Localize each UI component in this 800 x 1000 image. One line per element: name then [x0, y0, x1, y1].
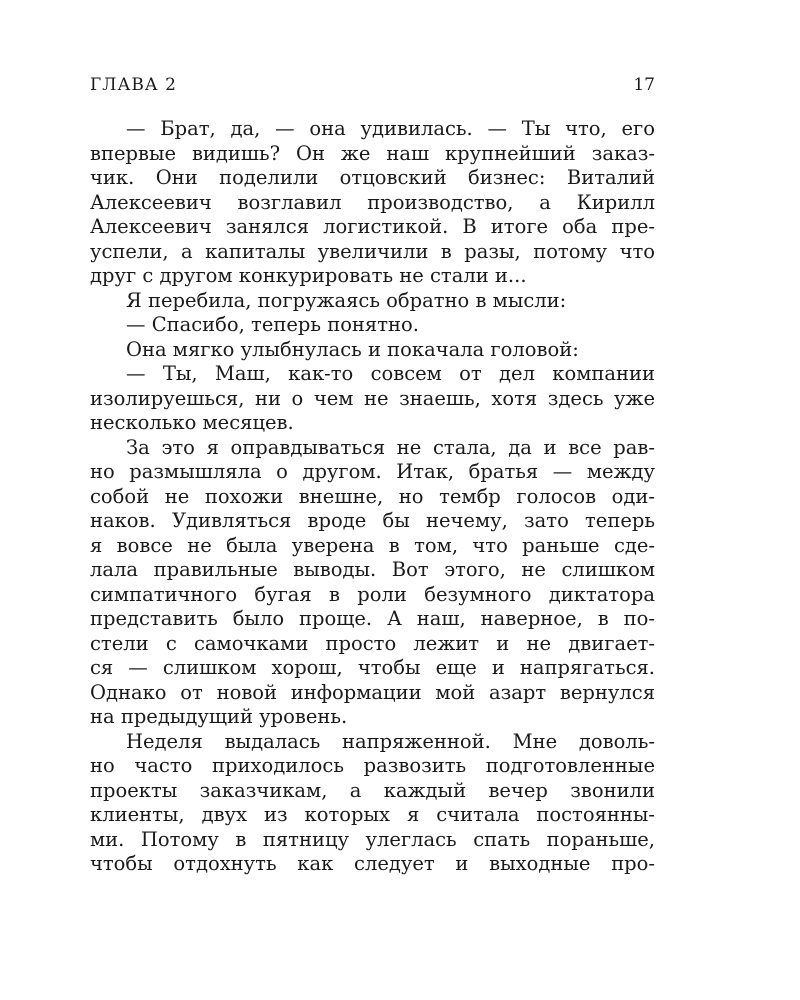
text-line: собой не похожи внешне, но тембр голосов оди-	[90, 484, 655, 508]
page-number: 17	[633, 75, 655, 95]
text-line: впервые видишь? Он же наш крупнейший заказ-	[90, 141, 655, 165]
text-line: симпатичного бугая в роли безумного диктатора	[90, 582, 655, 606]
text-line: Я перебила, погружаясь обратно в мысли:	[126, 288, 567, 312]
running-head	[90, 75, 655, 99]
text-line: ся — слишком хорош, чтобы еще и напрягаться.	[90, 656, 655, 679]
text-line: но размышляла о другом. Итак, братья — между	[90, 460, 655, 483]
text-line: но часто приходилось развозить подготовленные	[90, 754, 655, 777]
text-line: чтобы отдохнуть как следует и выходные про-	[90, 852, 655, 875]
text-line: изолируешься, ни о чем не знаешь, хотя здесь уже	[90, 386, 655, 410]
text-line: — Спасибо, теперь понятно.	[126, 313, 419, 336]
text-line: За это я оправдываться не стала, да и все рав-	[126, 435, 655, 459]
text-line: на предыдущий уровень.	[90, 705, 348, 728]
text-line: Неделя выдалась напряженной. Мне доволь-	[126, 729, 655, 753]
text-line: ми. Потому в пятницу улеглась спать пораньше,	[90, 827, 655, 851]
text-line: чик. Они поделили отцовский бизнес: Виталий	[90, 166, 655, 189]
text-line: Алексеевич занялся логистикой. В итоге оба пре-	[90, 215, 655, 238]
text-line: наков. Удивляться вроде бы нечему, зато теперь	[90, 509, 655, 532]
text-line: я вовсе не была уверена в том, что раньше сде-	[90, 533, 655, 557]
chapter-title: ГЛАВА 2	[90, 75, 177, 95]
text-line: клиенты, двух из которых я считала постоянны-	[90, 803, 655, 826]
text-line: представить было проще. А наш, наверное, в по-	[90, 607, 655, 630]
text-line: — Ты, Маш, как-то совсем от дел компании	[126, 362, 655, 385]
text-line: Однако от новой информации мой азарт вернулся	[90, 680, 655, 704]
text-line: несколько месяцев.	[90, 411, 294, 434]
text-line: проекты заказчикам, а каждый вечер звонили	[90, 778, 655, 802]
text-line: успели, а капиталы увеличили в разы, потому что	[90, 239, 655, 263]
text-line: стели с самочками просто лежит и не двигает-	[90, 631, 655, 655]
text-line: лала правильные выводы. Вот этого, не слишком	[90, 558, 655, 581]
text-line: Она мягко улыбнулась и покачала головой:	[126, 337, 579, 361]
text-line: — Брат, да, — она удивилась. — Ты что, его	[126, 117, 655, 140]
text-line: друг с другом конкурировать не стали и...	[90, 264, 527, 287]
text-line: Алексеевич возглавил производство, а Кирилл	[90, 190, 655, 214]
